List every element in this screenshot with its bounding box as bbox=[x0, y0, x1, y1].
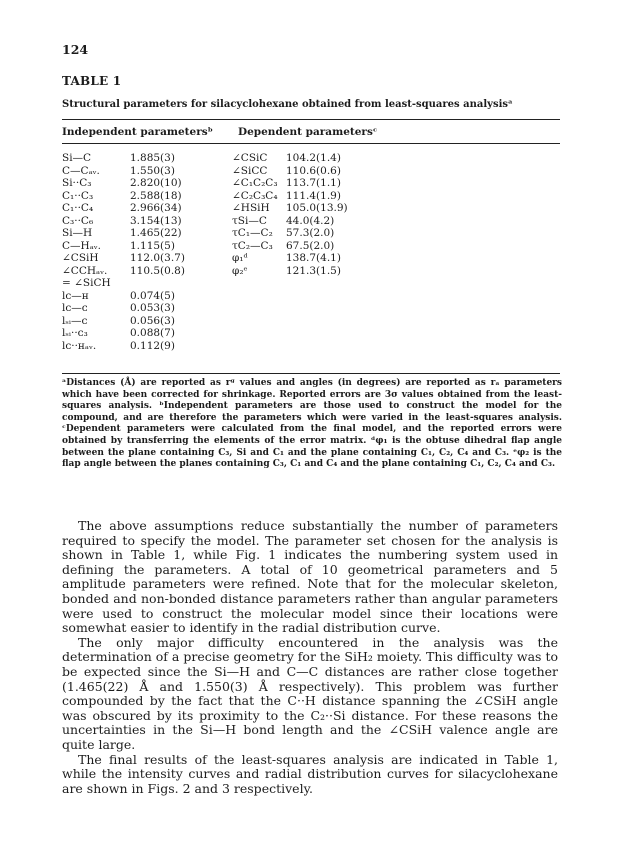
independent-parameter-value: 1.115(5) bbox=[130, 239, 175, 252]
independent-parameter-value: 3.154(13) bbox=[130, 214, 182, 227]
independent-parameter-value: 1.550(3) bbox=[130, 164, 175, 177]
dependent-parameter-name: φ₂ᵉ bbox=[232, 264, 248, 277]
independent-parameter-value: 1.885(3) bbox=[130, 152, 175, 164]
table-caption: Structural parameters for silacyclohexane obtained from least-squares analysisᵃ bbox=[62, 99, 513, 110]
table-label: TABLE 1 bbox=[62, 74, 122, 88]
independent-parameter-name: Si—H bbox=[62, 227, 93, 239]
dependent-header: Dependent parametersᶜ bbox=[238, 126, 378, 138]
body-paragraph: The only major difficulty encountered in the analysis was the determination of a precise geometry for the SiH₂ moiety. This difficulty was to be expected since the Si—H and C—C distances are rather close together (1.465(22) Å and 1.550(3) Å respectively). This problem was further compounded by the fact that the C··H distance spanning the ∠CSiH angle was obscured by its proximity to the C₂··Si distance. For these reasons the uncertainties in the Si—H bond length and the ∠CSiH valence angle are quite large. bbox=[62, 634, 558, 752]
dependent-parameter-value: 110.6(0.6) bbox=[286, 164, 341, 177]
independent-parameter-name: lₛᵢ··ᴄ₃ bbox=[62, 327, 88, 339]
dependent-parameter-row bbox=[232, 165, 348, 178]
independent-parameter-row bbox=[62, 152, 185, 165]
dependent-parameter-value: 138.7(4.1) bbox=[286, 252, 341, 264]
dependent-parameter-name: ∠C₁C₂C₃ bbox=[232, 177, 278, 189]
dependent-parameter-row bbox=[232, 252, 348, 265]
independent-parameter-name: lᴄ—ʜ bbox=[62, 289, 89, 302]
body-paragraph: The final results of the least-squares analysis are indicated in Table 1, while the intensity curves and radial distribution curves for silacyclohexane are shown in Figs. 2 and 3 respectively. bbox=[62, 751, 558, 796]
independent-parameter-value: 112.0(3.7) bbox=[130, 252, 185, 264]
independent-parameter-row bbox=[62, 340, 185, 353]
dependent-parameter-row bbox=[232, 177, 348, 190]
table-top-rule bbox=[62, 119, 560, 120]
dependent-parameter-name: τC₁—C₂ bbox=[232, 227, 273, 239]
dependent-parameter-name: ∠HSiH bbox=[232, 202, 270, 214]
independent-parameter-row bbox=[62, 215, 185, 228]
independent-parameter-row bbox=[62, 277, 185, 290]
independent-parameter-row bbox=[62, 165, 185, 178]
dependent-parameter-name: φ₁ᵈ bbox=[232, 252, 248, 264]
independent-parameter-name: lₛᵢ—ᴄ bbox=[62, 314, 88, 327]
independent-parameter-row bbox=[62, 177, 185, 190]
dependent-parameters bbox=[232, 152, 348, 277]
footnote-text: ᵃDistances (Å) are reported as rᵍ values and angles (in degrees) are reported as rₐ parameters which have been corrected for shrinkage. Reported errors are 3σ values obtained from the least-squares analysis. ᵇIndependent parameters are those used to construct the model for the compound, and are therefore the parameters which were varied in the least-squares analysis. ᶜDependent parameters were calculated from the final model, and the reported errors were obtained by transferring the elements of the error matrix. ᵈφ₁ is the obtuse dihedral flap angle between the plane containing C₃, Si and C₁ and the plane containing C₁, C₂, C₄ and C₃. ᵉφ₂ is the flap angle between the planes containing C₃, C₁ and C₄ and the plane containing C₁, C₂, C₄ and C₃. bbox=[62, 378, 562, 470]
independent-parameter-row bbox=[62, 252, 185, 265]
independent-parameter-row bbox=[62, 240, 185, 253]
independent-parameter-name: lᴄ··ʜₐᵥ. bbox=[62, 339, 97, 352]
dependent-parameter-row bbox=[232, 152, 348, 165]
independent-parameter-name: C₁··C₃ bbox=[62, 189, 94, 202]
dependent-parameter-name: ∠C₂C₃C₄ bbox=[232, 189, 278, 202]
independent-header: Independent parametersᵇ bbox=[62, 126, 213, 138]
dependent-parameter-value: 105.0(13.9) bbox=[286, 202, 348, 214]
dependent-parameter-value: 111.4(1.9) bbox=[286, 189, 341, 202]
independent-parameter-name: lᴄ—ᴄ bbox=[62, 302, 88, 314]
body-text bbox=[62, 519, 558, 796]
independent-parameter-value: 2.820(10) bbox=[130, 177, 182, 189]
independent-parameter-name: Si··C₃ bbox=[62, 177, 92, 189]
independent-parameter-value: 0.112(9) bbox=[130, 339, 175, 352]
independent-parameter-row bbox=[62, 302, 185, 315]
independent-parameter-name: ∠CSiH bbox=[62, 252, 99, 264]
page-number: 124 bbox=[62, 42, 89, 57]
dependent-parameter-name: τC₂—C₃ bbox=[232, 239, 273, 252]
independent-parameter-name: = ∠SiCH bbox=[62, 277, 111, 289]
dependent-parameter-name: ∠CSiC bbox=[232, 152, 268, 164]
independent-parameter-name: Si—C bbox=[62, 152, 92, 164]
independent-parameter-row bbox=[62, 190, 185, 203]
dependent-parameter-name: τSi—C bbox=[232, 214, 267, 227]
dependent-parameter-value: 104.2(1.4) bbox=[286, 152, 341, 164]
independent-parameter-value: 1.465(22) bbox=[130, 227, 182, 239]
independent-parameter-value: 110.5(0.8) bbox=[130, 264, 185, 277]
independent-parameter-row bbox=[62, 202, 185, 215]
table-header-rule bbox=[62, 143, 560, 144]
independent-parameter-name: C₁··C₄ bbox=[62, 202, 94, 214]
dependent-parameter-row bbox=[232, 202, 348, 215]
independent-parameter-name: ∠CCHₐᵥ. bbox=[62, 264, 108, 277]
table-bottom-rule bbox=[62, 373, 560, 374]
dependent-parameter-row bbox=[232, 240, 348, 253]
dependent-parameter-row bbox=[232, 215, 348, 228]
dependent-parameter-value: 121.3(1.5) bbox=[286, 264, 341, 277]
independent-parameter-value: 0.074(5) bbox=[130, 289, 175, 302]
independent-parameter-name: C—Cₐᵥ. bbox=[62, 164, 100, 177]
dependent-parameter-row bbox=[232, 190, 348, 203]
independent-parameter-row bbox=[62, 290, 185, 303]
body-paragraph: The above assumptions reduce substantially the number of parameters required to specify the model. The parameter set chosen for the analysis is shown in Table 1, while Fig. 1 indicates the numbering system used in defining the parameters. A total of 10 geometrical parameters and 5 amplitude parameters were refined. Note that for the molecular skeleton, bonded and non-bonded distance parameters rather than angular parameters were used to construct the molecular model since their locations were somewhat easier to identify in the radial distribution curve. bbox=[62, 518, 558, 636]
independent-parameters bbox=[62, 152, 185, 352]
dependent-parameter-value: 67.5(2.0) bbox=[286, 239, 335, 252]
independent-parameter-value: 0.056(3) bbox=[130, 314, 175, 327]
dependent-parameter-value: 44.0(4.2) bbox=[286, 214, 335, 227]
dependent-parameter-value: 113.7(1.1) bbox=[286, 177, 341, 189]
independent-parameter-row bbox=[62, 227, 185, 240]
independent-parameter-value: 0.088(7) bbox=[130, 327, 175, 339]
independent-parameter-row bbox=[62, 327, 185, 340]
independent-parameter-name: C—Hₐᵥ. bbox=[62, 239, 101, 252]
dependent-parameter-row bbox=[232, 265, 348, 278]
independent-parameter-value: 0.053(3) bbox=[130, 302, 175, 314]
dependent-parameter-row bbox=[232, 227, 348, 240]
independent-parameter-value: 2.966(34) bbox=[130, 202, 182, 214]
table-footnote bbox=[62, 378, 562, 471]
independent-parameter-row bbox=[62, 315, 185, 328]
dependent-parameter-value: 57.3(2.0) bbox=[286, 227, 335, 239]
independent-parameter-value: 2.588(18) bbox=[130, 189, 182, 202]
independent-parameter-name: C₃··C₆ bbox=[62, 214, 94, 227]
dependent-parameter-name: ∠SiCC bbox=[232, 164, 268, 177]
independent-parameter-row bbox=[62, 265, 185, 278]
